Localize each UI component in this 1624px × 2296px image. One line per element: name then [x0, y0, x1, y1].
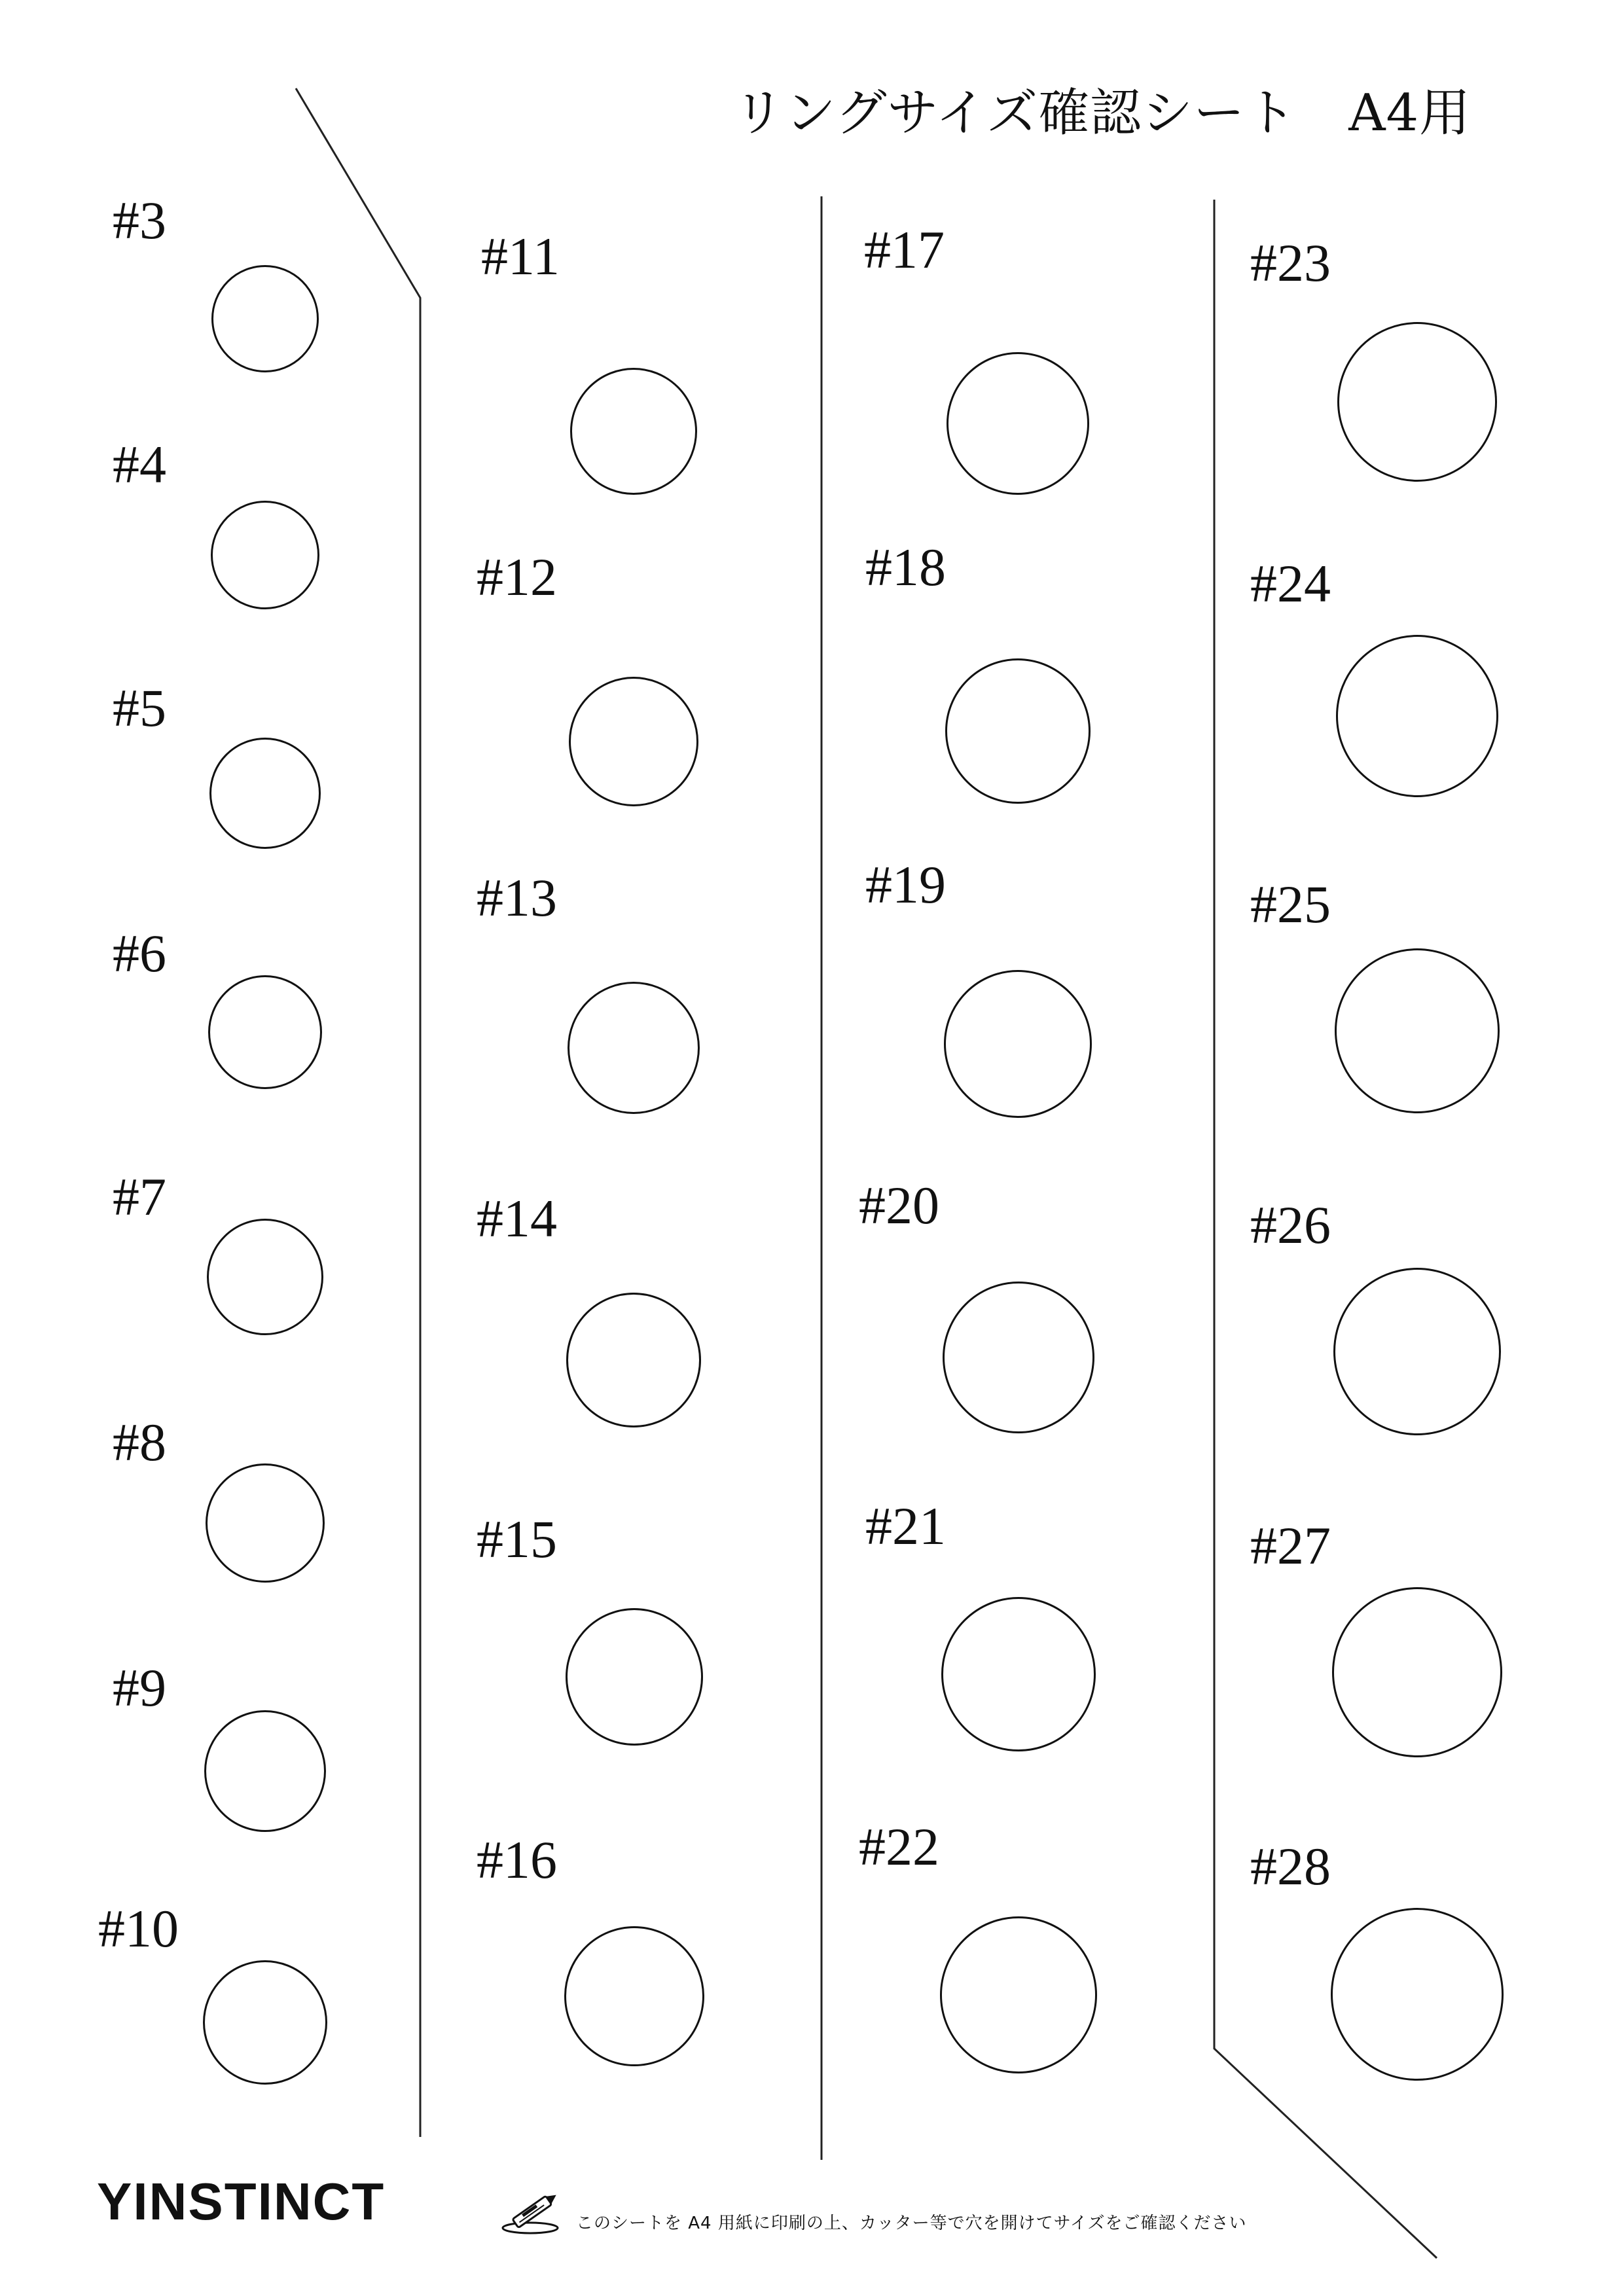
ring-circle-22	[940, 1916, 1097, 2073]
size-label-13: #13	[477, 868, 557, 927]
size-label-12: #12	[477, 547, 557, 607]
size-label-18: #18	[865, 537, 946, 597]
size-label-5: #5	[113, 678, 166, 738]
size-label-27: #27	[1250, 1516, 1331, 1575]
ring-circle-4	[211, 501, 319, 609]
size-label-16: #16	[477, 1830, 557, 1890]
ring-circle-10	[203, 1960, 327, 2085]
ring-circle-24	[1336, 635, 1498, 797]
brand-logo: YINSTINCT	[97, 2172, 386, 2231]
left-cut-line	[296, 88, 420, 2137]
size-label-6: #6	[113, 924, 166, 983]
size-label-9: #9	[113, 1658, 166, 1717]
ring-circle-17	[947, 352, 1089, 495]
ring-circle-7	[207, 1219, 323, 1335]
ring-circle-26	[1333, 1268, 1501, 1435]
ring-circle-8	[206, 1463, 325, 1583]
size-label-4: #4	[113, 435, 166, 494]
ring-circle-23	[1337, 322, 1497, 482]
size-label-20: #20	[859, 1175, 939, 1235]
ring-circle-14	[566, 1293, 701, 1427]
size-label-15: #15	[477, 1509, 557, 1569]
size-label-21: #21	[865, 1496, 946, 1556]
size-label-14: #14	[477, 1189, 557, 1248]
ring-circle-5	[209, 738, 321, 849]
size-label-7: #7	[113, 1167, 166, 1227]
cutter-knife-icon	[499, 2186, 564, 2238]
size-label-19: #19	[865, 855, 946, 914]
size-label-26: #26	[1250, 1195, 1331, 1255]
ring-circle-18	[945, 658, 1091, 804]
ring-circle-19	[944, 970, 1092, 1118]
size-label-25: #25	[1250, 874, 1331, 934]
size-label-23: #23	[1250, 233, 1331, 293]
ring-circle-15	[566, 1608, 703, 1746]
ring-circle-12	[569, 677, 698, 806]
ring-circle-21	[941, 1597, 1096, 1751]
ring-circle-16	[564, 1926, 704, 2066]
size-label-10: #10	[98, 1899, 179, 1958]
ring-circle-25	[1335, 948, 1500, 1113]
ring-circle-27	[1332, 1587, 1502, 1757]
ring-circle-6	[208, 975, 322, 1089]
size-label-24: #24	[1250, 554, 1331, 613]
size-label-11: #11	[481, 226, 560, 286]
size-label-22: #22	[859, 1817, 939, 1876]
ring-circle-11	[570, 368, 697, 495]
size-label-17: #17	[864, 220, 945, 279]
sheet-title: リングサイズ確認シート A4用	[733, 84, 1471, 143]
ring-circle-3	[211, 265, 319, 372]
size-label-3: #3	[113, 190, 166, 250]
ring-circle-20	[943, 1282, 1094, 1433]
print-instruction: このシートを A4 用紙に印刷の上、カッター等で穴を開けてサイズをご確認ください	[576, 2214, 1247, 2233]
size-label-28: #28	[1250, 1837, 1331, 1896]
size-label-8: #8	[113, 1412, 166, 1472]
ring-circle-13	[568, 982, 700, 1114]
ring-circle-9	[204, 1710, 326, 1832]
ring-circle-28	[1331, 1908, 1504, 2081]
